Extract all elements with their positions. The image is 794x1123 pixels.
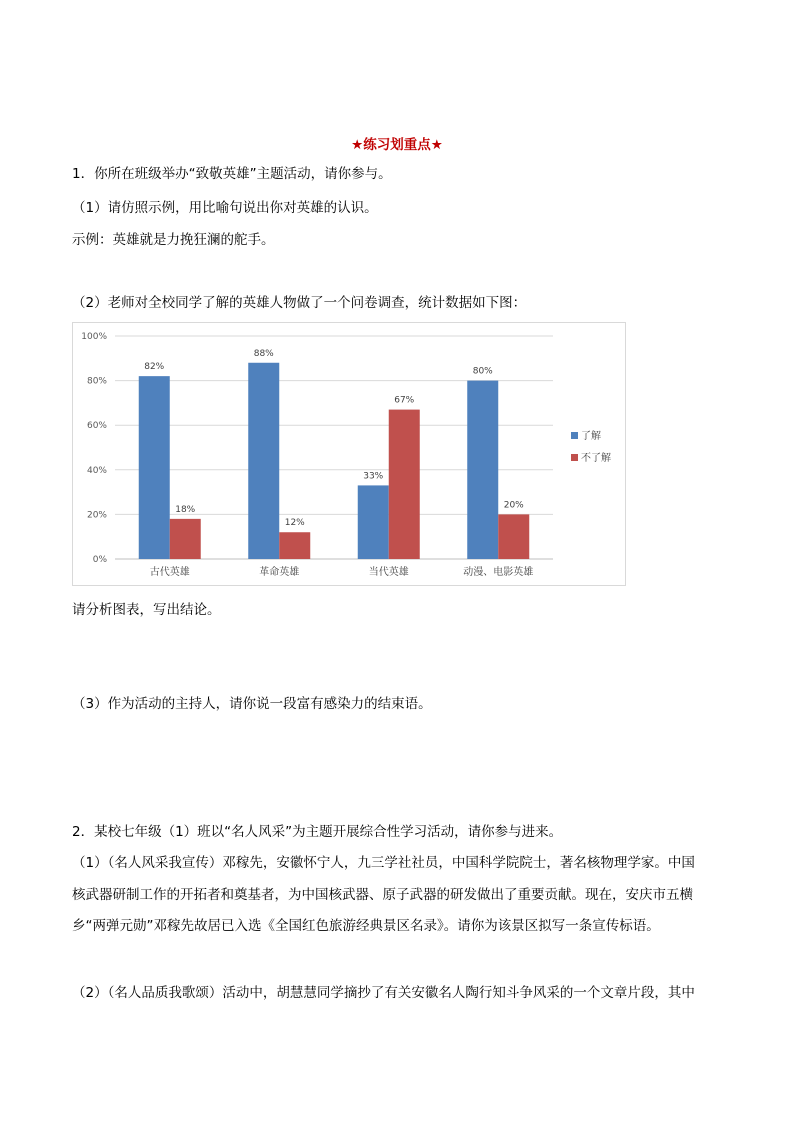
y-tick-label: 100%: [81, 332, 107, 342]
data-label: 12%: [284, 518, 305, 529]
bar-known: [139, 376, 170, 559]
data-label: 20%: [503, 500, 524, 511]
bar-unknown: [389, 410, 420, 559]
bar-known: [358, 485, 389, 559]
y-tick-label: 80%: [86, 376, 107, 387]
x-tick-label: 古代英雄: [149, 567, 190, 578]
question-2-sub1-line3: 乡“两弹元勋”邓稼先故居已入选《全国红色旅游经典景区名录》。请你为该景区拟写一条宣传标语。: [72, 918, 660, 934]
x-tick-label: 动漫、电影英雄: [463, 567, 534, 578]
bar-known: [467, 381, 498, 559]
page-title: ★练习划重点★: [351, 137, 443, 153]
legend-label: 不了解: [581, 453, 611, 464]
legend-swatch: [571, 432, 578, 439]
bar-unknown: [170, 519, 201, 559]
question-1-stem: 1．你所在班级举办“致敬英雄”主题活动，请你参与。: [72, 166, 392, 182]
question-2-sub2-line1: （2）（名人品质我歌颂）活动中，胡慧慧同学摘抄了有关安徽名人陶行知斗争风采的一个文章片段，其中: [72, 985, 695, 1001]
data-label: 18%: [175, 504, 196, 515]
bar-known: [248, 363, 279, 559]
question-2-sub1-line1: （1）（名人风采我宣传）邓稼先，安徽怀宁人，九三学社社员，中国科学院院士，著名核物理学家。中国: [72, 855, 695, 871]
survey-chart-svg: [73, 323, 625, 585]
data-label: 82%: [144, 362, 165, 373]
y-tick-label: 40%: [86, 465, 107, 476]
bar-unknown: [498, 514, 529, 559]
data-label: 67%: [394, 395, 415, 406]
survey-chart: [72, 322, 626, 586]
data-label: 88%: [253, 348, 274, 359]
data-label: 33%: [363, 471, 384, 482]
question-1-analyze: 请分析图表，写出结论。: [72, 602, 221, 618]
y-tick-label: 0%: [92, 555, 107, 565]
data-label: 80%: [472, 366, 493, 377]
bar-unknown: [279, 532, 310, 559]
y-tick-label: 60%: [86, 421, 107, 432]
x-tick-label: 当代英雄: [368, 567, 409, 578]
question-1-sub2: （2）老师对全校同学了解的英雄人物做了一个问卷调查，统计数据如下图：: [72, 295, 527, 311]
legend-label: 了解: [581, 431, 601, 442]
y-tick-label: 20%: [86, 510, 107, 521]
question-1-sub1: （1）请仿照示例，用比喻句说出你对英雄的认识。: [72, 200, 378, 216]
legend-swatch: [571, 454, 578, 461]
question-1-sub3: （3）作为活动的主持人，请你说一段富有感染力的结束语。: [72, 696, 432, 712]
question-2-stem: 2．某校七年级（1）班以“名人风采”为主题开展综合性学习活动，请你参与进来。: [72, 824, 563, 840]
question-1-example: 示例：英雄就是力挽狂澜的舵手。: [72, 232, 275, 248]
question-2-sub1-line2: 核武器研制工作的开拓者和奠基者，为中国核武器、原子武器的研发做出了重要贡献。现在，安庆市五横: [72, 887, 693, 903]
x-tick-label: 革命英雄: [259, 567, 300, 578]
